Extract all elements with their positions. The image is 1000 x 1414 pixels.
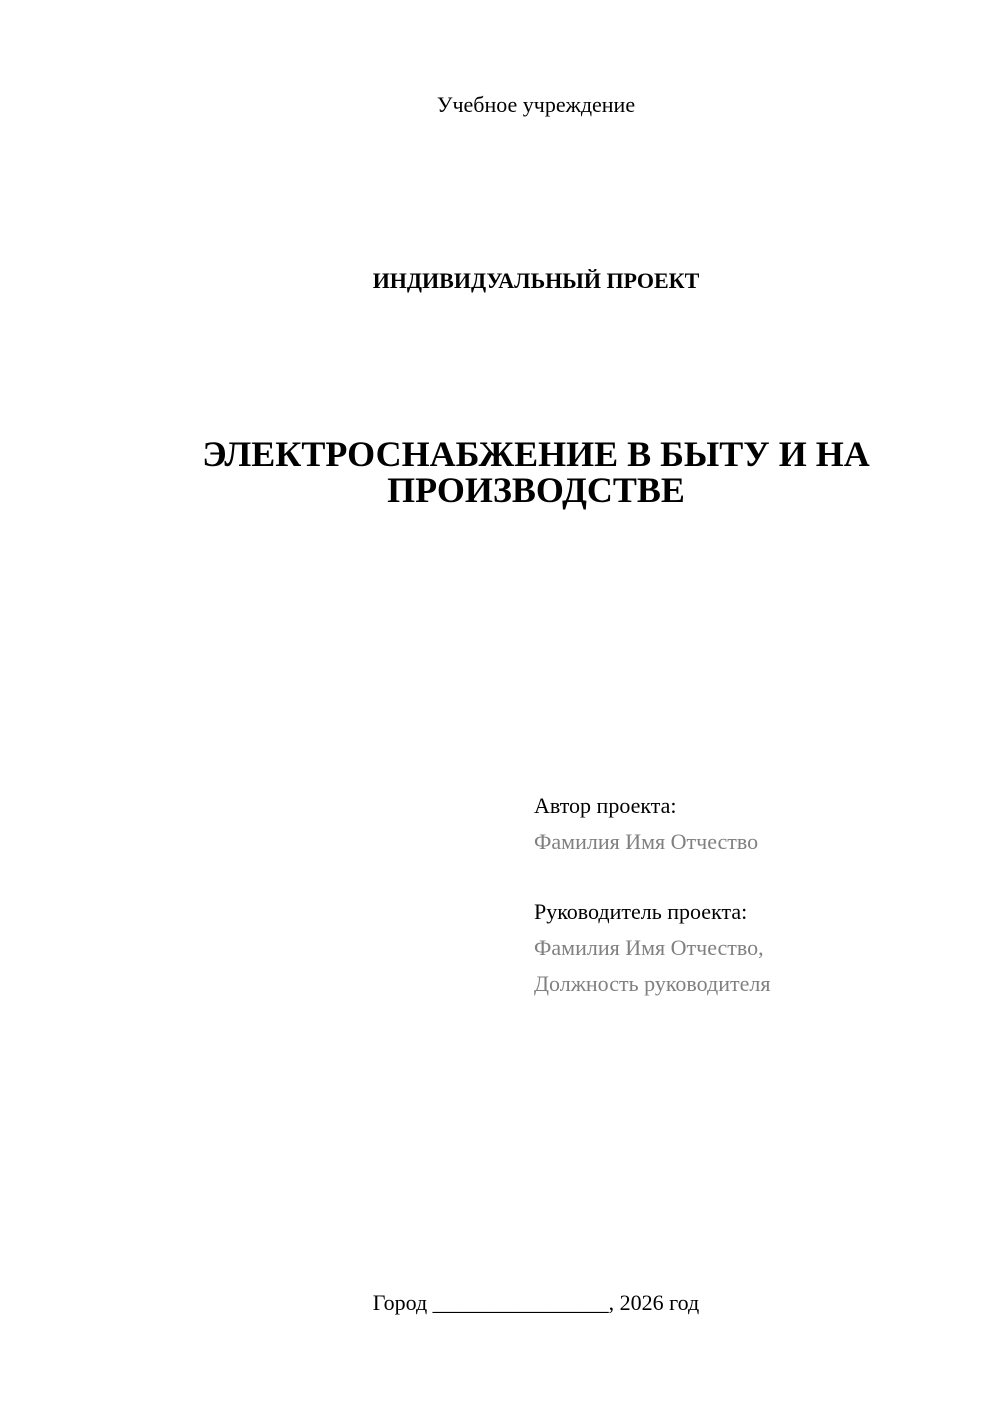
author-name: Фамилия Имя Отчество — [534, 829, 759, 854]
supervisor-name: Фамилия Имя Отчество, — [534, 935, 764, 960]
project-info-block — [534, 788, 974, 1002]
project-title-line-2: ПРОИЗВОДСТВЕ — [387, 470, 685, 510]
project-title-line-1: ЭЛЕКТРОСНАБЖЕНИЕ В БЫТУ И НА — [202, 434, 870, 474]
city-year-line: Город ________________, 2026 год — [372, 1290, 700, 1315]
project-title — [0, 436, 1000, 508]
document-type: ИНДИВИДУАЛЬНЫЙ ПРОЕКТ — [372, 268, 700, 293]
info-spacer — [534, 860, 974, 894]
supervisor-label: Руководитель проекта: — [534, 899, 748, 924]
supervisor-position: Должность руководителя — [534, 971, 771, 996]
author-label: Автор проекта: — [534, 793, 677, 818]
institution-name: Учебное учреждение — [436, 92, 636, 117]
